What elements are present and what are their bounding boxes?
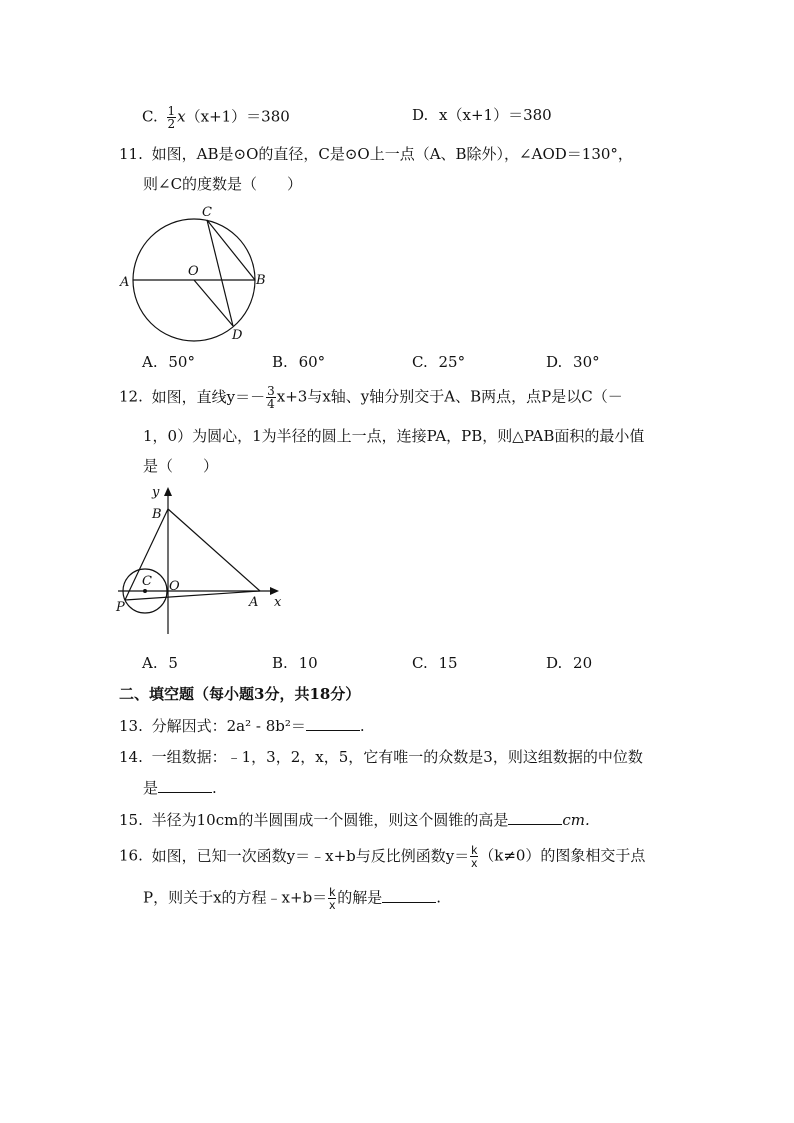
q11-circle-figure — [116, 204, 276, 344]
q11-stem-line2: 则∠C的度数是（ ） — [143, 175, 303, 193]
q12-y-axis-arrow — [164, 487, 172, 496]
q12-center-point — [143, 589, 147, 593]
q16-fraction-1: $\frac{k}{x}$ — [471, 843, 478, 870]
q12-label-x: x — [274, 595, 282, 610]
q14-line2: 是 . — [143, 779, 217, 797]
q12-option-d: D. 20 — [546, 654, 593, 672]
q11-label-b: B — [256, 273, 266, 288]
q12-line-ab — [168, 509, 260, 591]
q16-answer-blank[interactable] — [382, 888, 436, 903]
q11-stem-line1: 11. 如图，AB是⊙O的直径，C是⊙O上一点（A、B除外），∠AOD＝130°， — [119, 145, 633, 163]
q10-option-d-label: D. — [412, 106, 429, 124]
q12-label-y: y — [152, 485, 160, 500]
q12-label-o: O — [169, 579, 180, 594]
q14-answer-blank[interactable] — [158, 778, 212, 793]
q16-line2: P，则关于x的方程﹣x+b＝ $\frac{k}{x}$ 的解是 . — [143, 885, 441, 912]
q12-label-c: C — [142, 574, 152, 589]
q11-number: 11. — [119, 145, 143, 163]
q10-option-c-label: C. — [142, 107, 158, 126]
q12-stem-line1: 12. 如图，直线y＝－ $\frac{3}{4}$ x+3与x轴、y轴分别交于A、B两点，点P是以C（－ — [119, 384, 623, 411]
q13: 13. 分解因式：2a² - 8b²＝ . — [119, 717, 365, 735]
q13-answer-blank[interactable] — [306, 716, 360, 731]
q16-fraction-2: $\frac{k}{x}$ — [329, 885, 336, 912]
q11-label-a: A — [120, 275, 130, 290]
q12-stem-line2: 1，0）为圆心，1为半径的圆上一点，连接PA，PB，则△PAB面积的最小值 — [143, 427, 645, 445]
q11-label-c: C — [202, 205, 212, 220]
q10-option-c-fraction: $\frac{1}{2}$ — [167, 104, 176, 131]
q14-number: 14. — [119, 748, 143, 766]
q11-option-b: B. 60° — [272, 353, 326, 371]
q12-label-p: P — [116, 600, 125, 615]
q12-number: 12. — [119, 387, 143, 406]
q11-option-d: D. 30° — [546, 353, 600, 371]
q11-option-c: C. 25° — [412, 353, 466, 371]
q13-number: 13. — [119, 717, 143, 735]
q14-line1: 14. 一组数据：﹣1，3，2，x，5，它有唯一的众数是3，则这组数据的中位数 — [119, 748, 643, 766]
q16-line1: 16. 如图，已知一次函数y＝﹣x+b与反比例函数y＝ $\frac{k}{x}$ （k≠0）的图象相交于点 — [119, 843, 646, 870]
q15-number: 15. — [119, 811, 143, 829]
q12-coordinate-figure — [112, 482, 292, 642]
q10-option-c: C. $\frac{1}{2}$ x（x+1）＝380 — [142, 104, 290, 131]
q11-label-o: O — [188, 264, 199, 279]
q10-option-d: D. x（x+1）＝380 — [412, 106, 552, 124]
q12-option-a: A. 5 — [142, 654, 178, 672]
q12-label-b: B — [152, 507, 162, 522]
q12-x-axis-arrow — [270, 587, 279, 595]
q15: 15. 半径为10cm的半圆围成一个圆锥，则这个圆锥的高是 cm. — [119, 811, 590, 829]
section-title: 二、填空题（每小题3分，共18分） — [119, 685, 361, 703]
q16-number: 16. — [119, 846, 143, 865]
q12-stem-line3: 是（ ） — [143, 457, 219, 475]
q12-label-a: A — [249, 595, 259, 610]
q12-option-c: C. 15 — [412, 654, 458, 672]
q15-answer-blank[interactable] — [508, 810, 562, 825]
q12-option-b: B. 10 — [272, 654, 318, 672]
q11-label-d: D — [232, 328, 243, 343]
q12-fraction: $\frac{3}{4}$ — [267, 384, 275, 411]
q11-option-a: A. 50° — [142, 353, 195, 371]
